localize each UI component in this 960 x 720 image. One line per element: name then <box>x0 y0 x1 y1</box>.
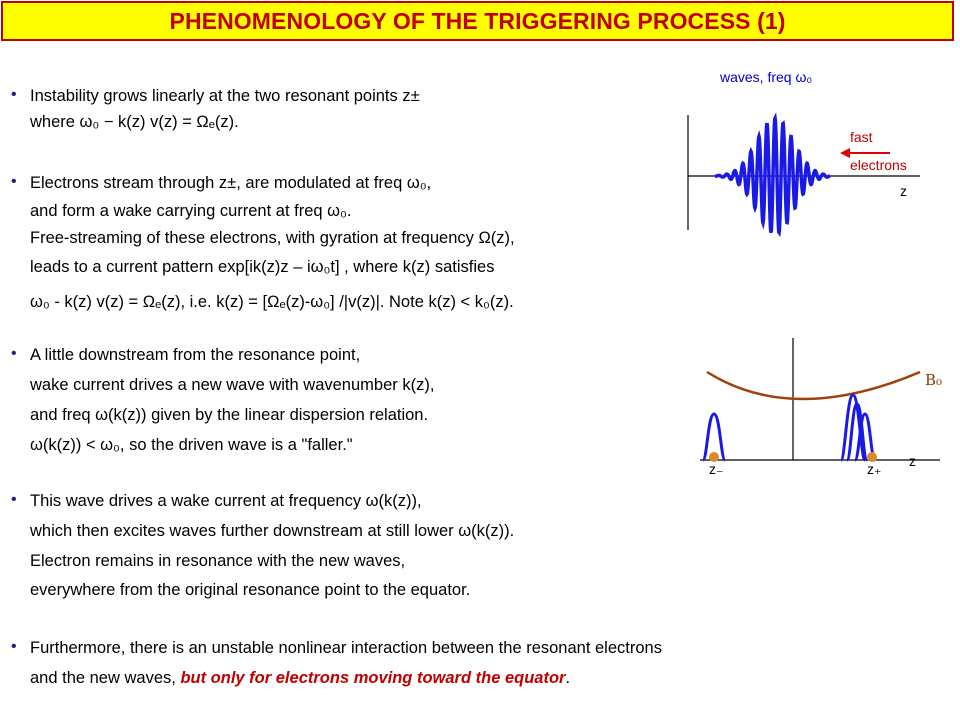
bullet-2-line-5: ω₀ - k(z) v(z) = Ωₑ(z), i.e. k(z) = [Ωₑ(z)-ω₀] /|v(z)|. Note k(z) < k₀(z). <box>30 293 514 311</box>
bullet-2-line-2: and form a wake carrying current at freq ω₀. <box>30 202 352 220</box>
bullet-3-line-1: A little downstream from the resonance point, <box>30 346 361 364</box>
bullet-5-tail: . <box>565 669 571 687</box>
bullet-2-line-3: Free-streaming of these electrons, with gyration at frequency Ω(z), <box>30 229 515 247</box>
bullet-5-line-1: Furthermore, there is an unstable nonlinear interaction between the resonant electrons <box>30 639 662 657</box>
b0-label: B₀ <box>925 371 943 389</box>
electrons-label: electrons <box>850 157 907 173</box>
bullet-2-line-4: leads to a current pattern exp[ik(z)z – iω₀t] , where k(z) satisfies <box>30 258 495 276</box>
fast-label: fast <box>850 129 873 145</box>
bullet-2-line-1: Electrons stream through z±, are modulated at freq ω₀, <box>30 174 432 192</box>
bullet-marker: • <box>11 86 17 103</box>
bullet-marker: • <box>11 491 17 508</box>
bullet-1-line-2: where ω₀ − k(z) v(z) = Ωₑ(z). <box>30 113 239 131</box>
z-plus-label: z₊ <box>867 461 882 477</box>
z-axis-label: z <box>900 183 907 199</box>
bullet-3-line-2: wake current drives a new wave with wavenumber k(z), <box>30 376 435 394</box>
electron-arrow-head <box>840 148 850 158</box>
z-axis-label: z <box>909 453 916 469</box>
bullet-5-line-2-text: and the new waves, <box>30 669 181 687</box>
bullet-4-line-3: Electron remains in resonance with the new waves, <box>30 552 406 570</box>
bullet-marker: • <box>11 638 17 655</box>
slide-title: PHENOMENOLOGY OF THE TRIGGERING PROCESS (1) <box>169 7 786 34</box>
bullet-marker: • <box>11 173 17 190</box>
resonance-figure <box>695 330 950 490</box>
bullet-5-emphasis: but only for electrons moving toward the equator <box>180 669 566 687</box>
bullet-3-line-3: and freq ω(k(z)) given by the linear dispersion relation. <box>30 406 429 424</box>
wave-packet-figure <box>680 60 950 260</box>
wave-packet-curve <box>715 118 830 232</box>
bullet-3-line-4: ω(k(z)) < ω₀, so the driven wave is a "faller." <box>30 436 353 454</box>
bullet-4-line-2: which then excites waves further downstream at still lower ω(k(z)). <box>30 522 515 540</box>
bullet-1-line-1: Instability grows linearly at the two resonant points z± <box>30 87 420 105</box>
bullet-5-line-2 <box>30 668 570 688</box>
bullet-4-line-1: This wave drives a wake current at frequency ω(k(z)), <box>30 492 422 510</box>
z-minus-label: z₋ <box>709 461 724 477</box>
bullet-4-line-4: everywhere from the original resonance point to the equator. <box>30 581 471 599</box>
b0-field-curve <box>707 372 920 399</box>
wave-freq-label: waves, freq ω₀ <box>720 69 813 85</box>
title-banner <box>1 1 954 41</box>
bullet-marker: • <box>11 345 17 362</box>
